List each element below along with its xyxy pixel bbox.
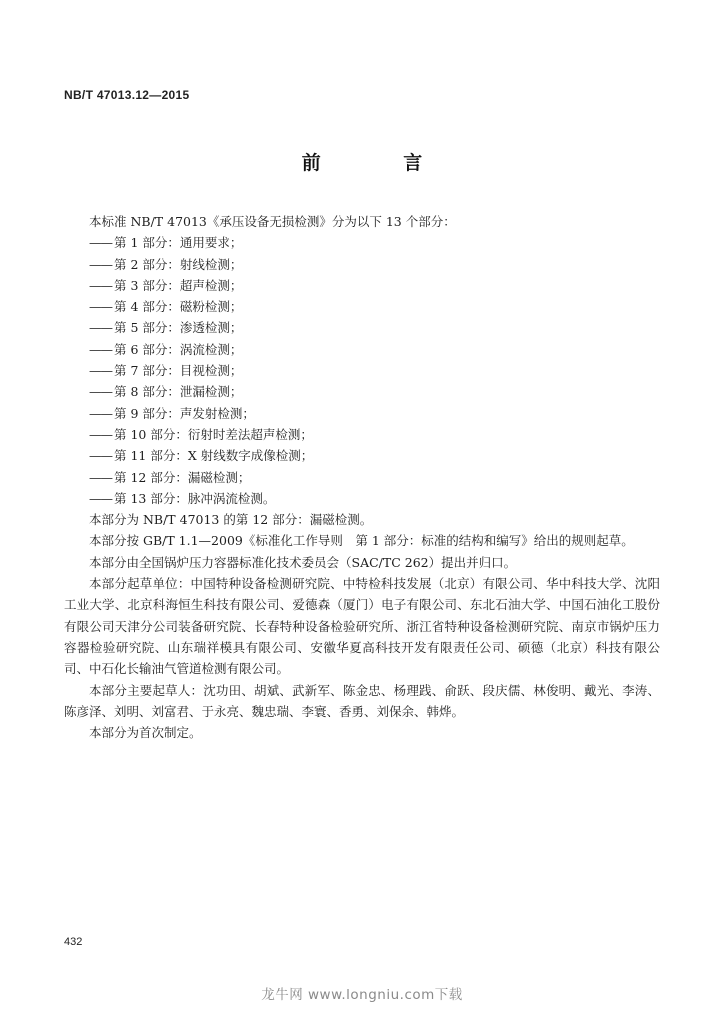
- main-drafters-paragraph: 本部分主要起草人：沈功田、胡斌、武新军、陈金忠、杨理践、俞跃、段庆儒、林俊明、戴光、李涛、陈彦泽、刘明、刘富君、于永亮、魏忠瑞、李寰、香勇、刘保余、韩烨。: [64, 682, 660, 719]
- dash-mark: ——: [89, 426, 112, 442]
- drafting-rules-paragraph: 本部分按 GB/T 1.1—2009《标准化工作导则 第 1 部分：标准的结构和编写》给出的规则起草。: [89, 533, 634, 549]
- dash-mark: ——: [89, 490, 112, 506]
- dash-mark: ——: [89, 363, 112, 379]
- list-item: [64, 424, 660, 445]
- part-text: 第 3 部分：超声检测；: [114, 277, 243, 293]
- page-title: 前 言: [301, 152, 461, 174]
- part-text: 第 4 部分：磁粉检测；: [114, 299, 243, 315]
- list-item: [64, 254, 660, 275]
- dash-mark: ——: [89, 256, 112, 272]
- list-item: [64, 381, 660, 402]
- list-item: [64, 296, 660, 317]
- foreword-body: [64, 211, 660, 743]
- page-number: 432: [64, 936, 83, 948]
- part-text: 第 9 部分：声发射检测；: [114, 405, 255, 421]
- part-text: 第 12 部分：漏磁检测；: [114, 469, 251, 485]
- part-text: 第 1 部分：通用要求；: [114, 235, 243, 251]
- list-item: [64, 403, 660, 424]
- intro-paragraph: 本标准 NB/T 47013《承压设备无损检测》分为以下 13 个部分：: [89, 214, 456, 229]
- list-item: [64, 232, 660, 253]
- dash-mark: ——: [89, 469, 112, 485]
- dash-mark: ——: [89, 277, 112, 293]
- first-issue-paragraph: 本部分为首次制定。: [89, 725, 202, 741]
- part-text: 第 11 部分：X 射线数字成像检测；: [114, 448, 314, 464]
- part-text: 第 13 部分：脉冲涡流检测。: [114, 490, 276, 506]
- part-text: 第 10 部分：衍射时差法超声检测；: [114, 426, 313, 442]
- parts-list: [64, 232, 660, 509]
- part-text: 第 2 部分：射线检测；: [114, 256, 243, 272]
- dash-mark: ——: [89, 405, 112, 421]
- this-part-paragraph: 本部分为 NB/T 47013 的第 12 部分：漏磁检测。: [89, 512, 373, 528]
- part-text: 第 5 部分：渗透检测；: [114, 320, 243, 336]
- part-text: 第 6 部分：涡流检测；: [114, 341, 243, 357]
- part-text: 第 8 部分：泄漏检测；: [114, 384, 243, 400]
- list-item: [64, 360, 660, 381]
- list-item: [64, 467, 660, 488]
- list-item: [64, 445, 660, 466]
- list-item: [64, 317, 660, 338]
- part-text: 第 7 部分：目视检测；: [114, 363, 243, 379]
- standard-code: NB/T 47013.12—2015: [64, 88, 190, 102]
- download-watermark: 龙牛网 www.longniu.com下载: [261, 987, 463, 1003]
- dash-mark: ——: [89, 384, 112, 400]
- dash-mark: ——: [89, 341, 112, 357]
- list-item: [64, 275, 660, 296]
- list-item: [64, 488, 660, 509]
- list-item: [64, 339, 660, 360]
- dash-mark: ——: [89, 299, 112, 315]
- dash-mark: ——: [89, 235, 112, 251]
- drafting-units-paragraph: 本部分起草单位：中国特种设备检测研究院、中特检科技发展（北京）有限公司、华中科技大学、沈阳工业大学、北京科海恒生科技有限公司、爱德森（厦门）电子有限公司、东北石油大学、中国石油化工股份有限公司天津分公司装备研究院、长春特种设备检验研究所、浙江省特种设备检测研究院、南京市锅炉压力容器检验研究院、山东瑞祥模具有限公司、安徽华夏高科技开发有限责任公司、硕德（北京）科技有限公司、中石化长输油气管道检测有限公司。: [64, 576, 660, 677]
- proposed-by-paragraph: 本部分由全国锅炉压力容器标准化技术委员会（SAC/TC 262）提出并归口。: [89, 554, 517, 570]
- dash-mark: ——: [89, 320, 112, 336]
- dash-mark: ——: [89, 448, 112, 464]
